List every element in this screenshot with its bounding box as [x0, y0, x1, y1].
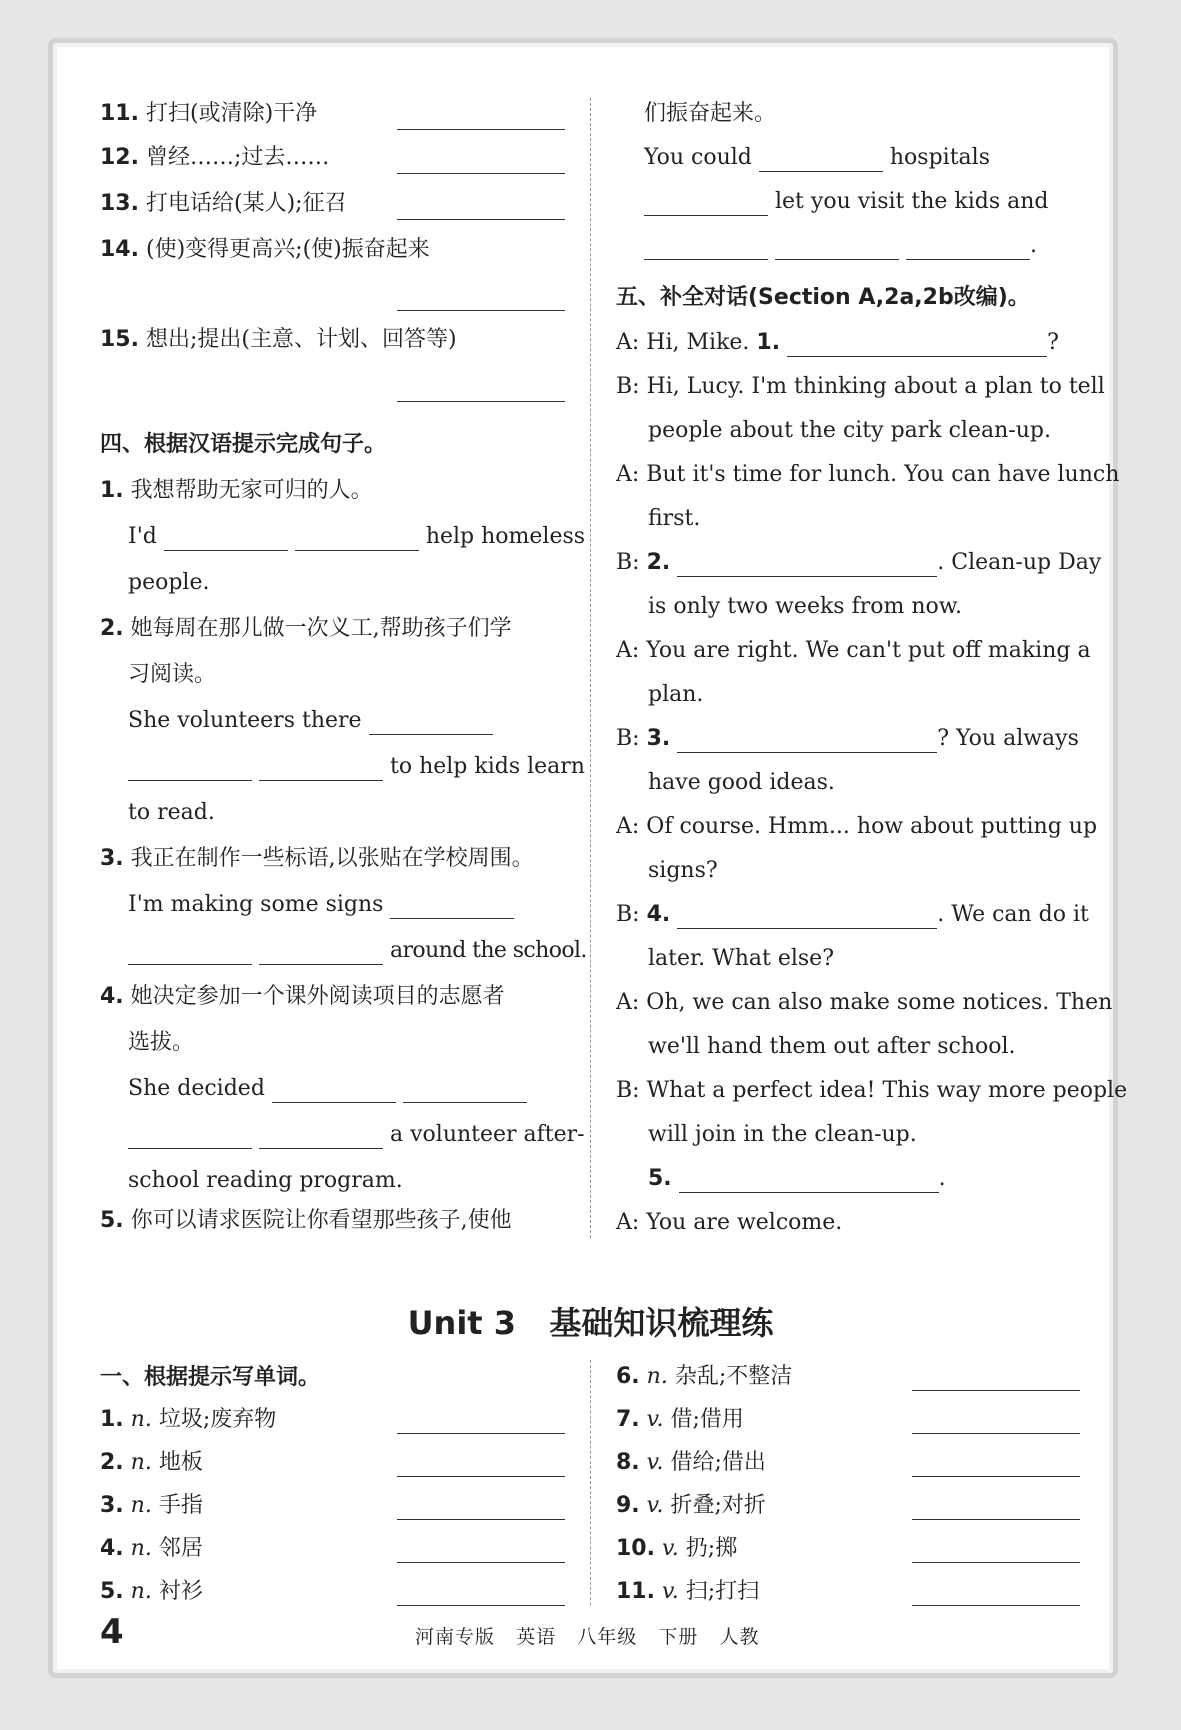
list-item: 13. 打电话给(某人);征召: [100, 191, 347, 216]
answer-blank[interactable]: [128, 1126, 252, 1149]
answer-blank[interactable]: [390, 896, 514, 919]
answer-blank[interactable]: [397, 1518, 565, 1520]
answer-blank[interactable]: [397, 309, 565, 311]
sentence-line: I'm making some signs: [128, 891, 514, 919]
list-item: 10. v. 扔;掷: [616, 1536, 738, 1561]
answer-blank[interactable]: [787, 334, 1047, 357]
answer-blank[interactable]: [397, 172, 565, 174]
list-item: 8. v. 借给;借出: [616, 1450, 766, 1475]
answer-blank[interactable]: [259, 758, 383, 781]
dialogue-line: people about the city park clean-up.: [648, 418, 1051, 443]
column-divider: [590, 98, 591, 1238]
sentence-line: I'd help homeless: [128, 524, 586, 549]
answer-blank[interactable]: [644, 237, 768, 260]
question: 4. 她决定参加一个课外阅读项目的志愿者: [100, 984, 505, 1009]
sentence-line: You could hospitals: [644, 145, 990, 170]
answer-blank[interactable]: [759, 149, 883, 172]
section-heading: 五、补全对话(Section A,2a,2b改编)。: [616, 285, 1030, 310]
answer-blank[interactable]: [397, 218, 565, 220]
list-item: 7. v. 借;借用: [616, 1407, 744, 1432]
sentence-line: She volunteers there: [128, 707, 493, 735]
list-item: 9. v. 折叠;对折: [616, 1493, 766, 1518]
footer-text: 河南专版 英语 八年级 下册 人教: [415, 1626, 760, 1648]
dialogue-line: B: What a perfect idea! This way more people: [616, 1078, 1128, 1103]
dialogue-line: A: You are right. We can't put off making a: [616, 638, 1091, 663]
unit-title: Unit 3 基础知识梳理练: [407, 1304, 774, 1342]
answer-blank[interactable]: [677, 730, 937, 753]
dialogue-line: is only two weeks from now.: [648, 594, 962, 619]
dialogue-line: A: But it's time for lunch. You can have lunch: [616, 462, 1120, 487]
list-item: 6. n. 杂乱;不整洁: [616, 1364, 793, 1389]
answer-blank[interactable]: [677, 906, 937, 929]
answer-blank[interactable]: [677, 554, 937, 577]
list-item: 3. n. 手指: [100, 1493, 203, 1518]
question: 1. 我想帮助无家可归的人。: [100, 478, 373, 503]
sentence-line: school reading program.: [128, 1168, 403, 1193]
list-item: 11. v. 扫;打扫: [616, 1579, 760, 1604]
list-item: 2. n. 地板: [100, 1450, 203, 1475]
sentence-line: She decided: [128, 1075, 527, 1103]
dialogue-line: A: Oh, we can also make some notices. Then: [616, 990, 1113, 1015]
dialogue-line: A: Hi, Mike. 1. ?: [616, 330, 1059, 355]
answer-blank[interactable]: [369, 712, 493, 735]
answer-blank[interactable]: [912, 1518, 1080, 1520]
sentence-line: a volunteer after-: [128, 1121, 585, 1149]
answer-blank[interactable]: [912, 1432, 1080, 1434]
answer-blank[interactable]: [272, 1080, 396, 1103]
answer-blank[interactable]: [912, 1561, 1080, 1563]
answer-blank[interactable]: [164, 528, 288, 551]
list-item: 11. 打扫(或清除)干净: [100, 101, 318, 126]
answer-blank[interactable]: [397, 1475, 565, 1477]
sentence-line: to read.: [128, 800, 215, 825]
question-cont: 选拔。: [128, 1030, 195, 1055]
column-divider: [590, 1360, 591, 1605]
answer-blank[interactable]: [906, 237, 1030, 260]
list-item: 14. (使)变得更高兴;(使)振奋起来: [100, 237, 430, 262]
dialogue-line: B: 4. . We can do it: [616, 902, 1089, 927]
dialogue-line: B: 2. . Clean-up Day: [616, 550, 1102, 575]
dialogue-line: will join in the clean-up.: [648, 1122, 917, 1147]
dialogue-line: 5. .: [648, 1166, 946, 1191]
question: 5. 你可以请求医院让你看望那些孩子,使他: [100, 1208, 512, 1233]
sentence-line: let you visit the kids and: [644, 188, 1048, 216]
dialogue-line: B: 3. ? You always: [616, 726, 1079, 751]
question-cont: 们振奋起来。: [644, 101, 777, 126]
answer-blank[interactable]: [397, 128, 565, 130]
question: 3. 我正在制作一些标语,以张贴在学校周围。: [100, 846, 534, 871]
list-item: 5. n. 衬衫: [100, 1579, 203, 1604]
question-cont: 习阅读。: [128, 662, 217, 687]
page-number: 4: [100, 1612, 124, 1652]
answer-blank[interactable]: [128, 942, 252, 965]
answer-blank[interactable]: [295, 528, 419, 551]
dialogue-line: first.: [648, 506, 701, 531]
answer-blank[interactable]: [128, 758, 252, 781]
answer-blank[interactable]: [397, 400, 565, 402]
answer-blank[interactable]: [259, 1126, 383, 1149]
answer-blank[interactable]: [679, 1170, 939, 1193]
sentence-line: .: [644, 232, 1037, 260]
dialogue-line: signs?: [648, 858, 718, 883]
answer-blank[interactable]: [397, 1432, 565, 1434]
list-item: 15. 想出;提出(主意、计划、回答等): [100, 327, 457, 352]
list-item: 1. n. 垃圾;废弃物: [100, 1407, 277, 1432]
dialogue-line: A: Of course. Hmm... how about putting up: [616, 814, 1098, 839]
sentence-line: to help kids learn: [128, 753, 585, 781]
answer-blank[interactable]: [775, 237, 899, 260]
answer-blank[interactable]: [912, 1475, 1080, 1477]
answer-blank[interactable]: [397, 1561, 565, 1563]
answer-blank[interactable]: [403, 1080, 527, 1103]
section-heading: 一、根据提示写单词。: [100, 1365, 321, 1390]
question: 2. 她每周在那儿做一次义工,帮助孩子们学: [100, 616, 512, 641]
answer-blank[interactable]: [259, 942, 383, 965]
dialogue-line: plan.: [648, 682, 704, 707]
answer-blank[interactable]: [644, 193, 768, 216]
dialogue-line: B: Hi, Lucy. I'm thinking about a plan to tell: [616, 374, 1105, 399]
answer-blank[interactable]: [912, 1604, 1080, 1606]
dialogue-line: have good ideas.: [648, 770, 835, 795]
dialogue-line: A: You are welcome.: [616, 1210, 843, 1235]
dialogue-line: we'll hand them out after school.: [648, 1034, 1016, 1059]
answer-blank[interactable]: [912, 1389, 1080, 1391]
sentence-line: people.: [128, 570, 210, 595]
section-heading: 四、根据汉语提示完成句子。: [100, 432, 387, 457]
list-item: 12. 曾经……;过去……: [100, 145, 330, 170]
dialogue-line: later. What else?: [648, 946, 834, 971]
list-item: 4. n. 邻居: [100, 1536, 203, 1561]
answer-blank[interactable]: [397, 1604, 565, 1606]
sentence-line: around the school.: [128, 937, 587, 965]
